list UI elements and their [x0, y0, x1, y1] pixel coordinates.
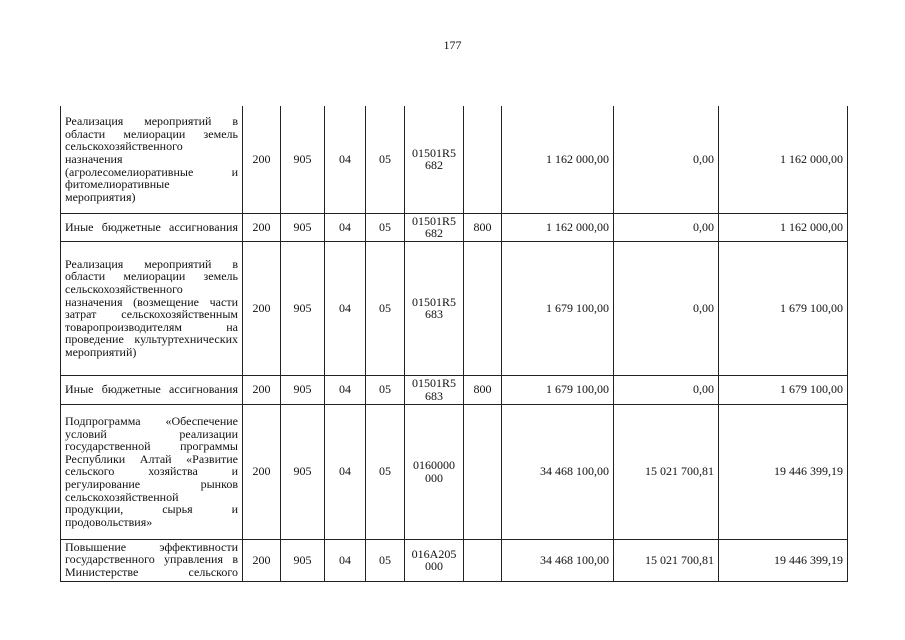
budget-table — [60, 106, 848, 582]
cell-sum2: 15 021 700,81 — [614, 539, 719, 581]
cell-type: 800 — [464, 375, 502, 404]
table-row — [61, 375, 848, 404]
table-row — [61, 539, 848, 581]
cell-type — [464, 404, 502, 539]
cell-col3: 04 — [325, 375, 366, 404]
page-number: 177 — [443, 38, 462, 52]
cell-col1: 200 — [243, 213, 281, 241]
cell-col2: 905 — [281, 213, 325, 241]
table-row — [61, 241, 848, 375]
cell-sum3: 19 446 399,19 — [719, 539, 848, 581]
cell-code: 01501R5 683 — [405, 241, 464, 375]
cell-sum2: 0,00 — [614, 241, 719, 375]
row-name: Реализация мероприятий в области мелиорации земель сельскохозяйственного назначения (возмещение части затрат сельскохозяйственным товаропроизводителям на проведение культуртехнических мероприятий) — [61, 241, 243, 375]
cell-col3: 04 — [325, 106, 366, 213]
table-row — [61, 106, 848, 213]
cell-sum1: 34 468 100,00 — [502, 539, 614, 581]
cell-col1: 200 — [243, 241, 281, 375]
row-name: Повышение эффективности государственного управления в Министерстве сельского — [61, 539, 243, 581]
cell-sum2: 0,00 — [614, 375, 719, 404]
cell-sum2: 0,00 — [614, 106, 719, 213]
cell-col2: 905 — [281, 106, 325, 213]
cell-col1: 200 — [243, 106, 281, 213]
cell-col4: 05 — [366, 539, 405, 581]
cell-sum3: 1 162 000,00 — [719, 213, 848, 241]
cell-sum1: 1 679 100,00 — [502, 241, 614, 375]
cell-col1: 200 — [243, 404, 281, 539]
cell-code: 01501R5 683 — [405, 375, 464, 404]
table-row — [61, 404, 848, 539]
cell-col3: 04 — [325, 539, 366, 581]
row-name: Иные бюджетные ассигнования — [61, 375, 243, 404]
cell-sum1: 1 162 000,00 — [502, 106, 614, 213]
cell-col1: 200 — [243, 375, 281, 404]
cell-col3: 04 — [325, 404, 366, 539]
cell-sum1: 1 162 000,00 — [502, 213, 614, 241]
cell-col3: 04 — [325, 241, 366, 375]
cell-sum2: 0,00 — [614, 213, 719, 241]
cell-col4: 05 — [366, 213, 405, 241]
cell-col4: 05 — [366, 241, 405, 375]
cell-type — [464, 539, 502, 581]
cell-sum3: 1 679 100,00 — [719, 375, 848, 404]
cell-type: 800 — [464, 213, 502, 241]
row-name: Реализация мероприятий в области мелиорации земель сельскохозяйственного назначения (агролесомелиоративные и фитомелиоративные мероприятия) — [61, 106, 243, 213]
cell-col2: 905 — [281, 375, 325, 404]
cell-type — [464, 106, 502, 213]
cell-col2: 905 — [281, 404, 325, 539]
cell-type — [464, 241, 502, 375]
row-name: Иные бюджетные ассигнования — [61, 213, 243, 241]
cell-sum3: 1 679 100,00 — [719, 241, 848, 375]
cell-code: 016А205 000 — [405, 539, 464, 581]
table-row — [61, 213, 848, 241]
cell-col4: 05 — [366, 404, 405, 539]
cell-code: 01501R5 682 — [405, 106, 464, 213]
cell-code: 01501R5 682 — [405, 213, 464, 241]
cell-sum1: 1 679 100,00 — [502, 375, 614, 404]
cell-col4: 05 — [366, 375, 405, 404]
cell-sum3: 19 446 399,19 — [719, 404, 848, 539]
cell-code: 0160000 000 — [405, 404, 464, 539]
row-name: Подпрограмма «Обеспечение условий реализации государственной программы Республики Алтай «Развитие сельского хозяйства и регулирование рынков сельскохозяйственной продукции, сырья и продовольствия» — [61, 404, 243, 539]
cell-sum3: 1 162 000,00 — [719, 106, 848, 213]
cell-col1: 200 — [243, 539, 281, 581]
cell-col4: 05 — [366, 106, 405, 213]
cell-col3: 04 — [325, 213, 366, 241]
cell-col2: 905 — [281, 539, 325, 581]
cell-sum1: 34 468 100,00 — [502, 404, 614, 539]
cell-col2: 905 — [281, 241, 325, 375]
cell-sum2: 15 021 700,81 — [614, 404, 719, 539]
